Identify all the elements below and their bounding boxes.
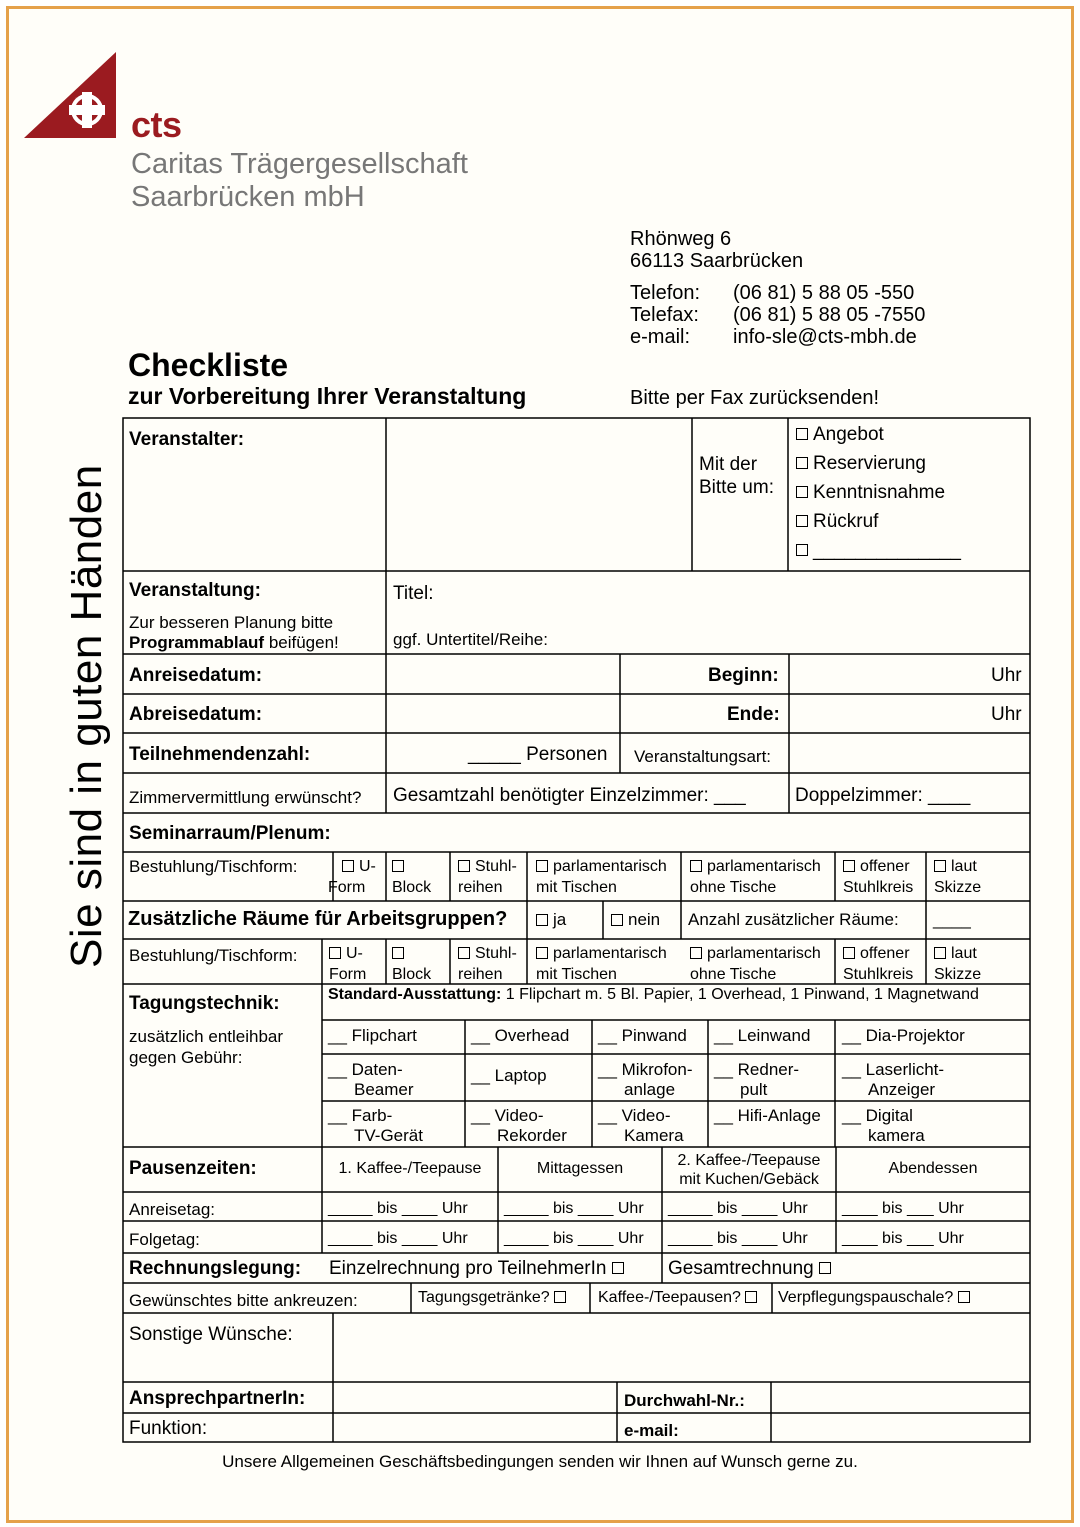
tick-wanted-label: Gewünschtes bitte ankreuzen: — [129, 1291, 358, 1310]
organizer-label: Veranstalter: — [129, 429, 245, 450]
rent-label-2: gegen Gebühr: — [129, 1048, 243, 1067]
seating-option-0-line2: Form — [329, 966, 367, 983]
brand-name: cts — [131, 104, 182, 145]
seating-label: Bestuhlung/Tischform: — [129, 857, 298, 876]
single-rooms-field[interactable]: Gesamtzahl benötigter Einzelzimmer: ___ — [393, 785, 746, 806]
seating-option-2-line2: reihen — [458, 966, 503, 983]
seating-option-4-line2: ohne Tische — [690, 879, 777, 896]
equipment-option-9[interactable]: __ Laserlicht- — [842, 1060, 945, 1079]
time-slot-0-0[interactable]: _____ bis ____ Uhr — [328, 1200, 468, 1217]
request-option-4[interactable]: ______________ — [796, 541, 961, 561]
event-label: Veranstaltung: — [129, 580, 261, 601]
seating-option-6-line2: Skizze — [934, 879, 982, 896]
seating-option-3[interactable]: parlamentarisch — [536, 857, 667, 877]
footer-note: Unsere Allgemeinen Geschäftsbedingungen senden wir Ihnen auf Wunsch gerne zu. — [222, 1452, 858, 1471]
equipment-option-12[interactable]: __ Video- — [598, 1106, 671, 1125]
equipment-option-14-line2: kamera — [868, 1126, 925, 1145]
extra-rooms-yes[interactable]: ja — [536, 910, 566, 930]
standard-equipment: Standard-Ausstattung: 1 Flipchart m. 5 Bl. Papier, 1 Overhead, 1 Pinwand, 1 Magnetwand — [328, 986, 979, 1003]
time-slot-0-1[interactable]: _____ bis ____ Uhr — [504, 1200, 644, 1217]
equipment-option-14[interactable]: __ Digital — [842, 1106, 913, 1125]
seating-option-4-line2: ohne Tische — [690, 966, 777, 983]
end-uhr: Uhr — [991, 704, 1022, 725]
seating-option-1-line2: Block — [392, 966, 432, 983]
page-subtitle: zur Vorbereitung Ihrer Veranstaltung — [128, 383, 527, 409]
persons-field[interactable]: _____ Personen — [468, 744, 608, 765]
equipment-option-8-line2: pult — [740, 1080, 768, 1099]
equipment-option-5-line2: Beamer — [354, 1080, 414, 1099]
event-hint-2: Programmablauf beifügen! — [129, 633, 339, 652]
breaks-label: Pausenzeiten: — [129, 1158, 257, 1179]
extra-rooms-label: Zusätzliche Räume für Arbeitsgruppen? — [128, 908, 508, 930]
seating-option-3-line2: mit Tischen — [536, 966, 617, 983]
seating-option-6[interactable]: laut — [934, 857, 977, 877]
break-col-2: 2. Kaffee-/Teepause — [677, 1152, 821, 1169]
extra-rooms-count-field[interactable]: ____ — [933, 910, 971, 929]
subtitle-field-label: ggf. Untertitel/Reihe: — [393, 630, 548, 649]
time-slot-0-3[interactable]: ____ bis ___ Uhr — [842, 1200, 964, 1217]
email-address: info-sle@cts-mbh.de — [733, 326, 917, 348]
equipment-option-11-line2: Rekorder — [497, 1126, 567, 1145]
coffee-breaks-option[interactable]: Kaffee-/Teepausen? — [598, 1288, 762, 1308]
address-street: Rhönweg 6 — [630, 228, 732, 250]
billing-total-option[interactable]: Gesamtrechnung — [668, 1259, 836, 1279]
seating-option-5-line2: Stuhlkreis — [843, 879, 914, 896]
end-label: Ende: — [727, 704, 780, 725]
seating-option-3-line2: mit Tischen — [536, 879, 617, 896]
drinks-option[interactable]: Tagungsgetränke? — [418, 1288, 571, 1308]
request-option-2[interactable]: Kenntnisnahme — [796, 483, 945, 503]
fax-note: Bitte per Fax zurücksenden! — [630, 387, 880, 409]
equipment-option-0[interactable]: __ Flipchart — [328, 1026, 417, 1045]
equipment-option-1[interactable]: __ Overhead — [471, 1026, 570, 1045]
other-wishes-label: Sonstige Wünsche: — [129, 1324, 293, 1345]
email-label: e-mail: — [630, 326, 691, 348]
phone-label: Telefon: — [630, 282, 701, 304]
equipment-option-3[interactable]: __ Leinwand — [714, 1026, 811, 1045]
catering-option[interactable]: Verpflegungspauschale? — [778, 1288, 975, 1308]
title-field-label: Titel: — [393, 583, 434, 604]
time-slot-0-2[interactable]: _____ bis ____ Uhr — [668, 1200, 808, 1217]
function-label: Funktion: — [129, 1418, 208, 1439]
event-type-label: Veranstaltungsart: — [634, 747, 772, 766]
fax-label: Telefax: — [630, 304, 699, 326]
seating-option-1-line2: Block — [392, 879, 432, 896]
break-col-1: Mittagessen — [536, 1160, 624, 1177]
extension-label: Durchwahl-Nr.: — [624, 1391, 745, 1410]
equipment-option-9-line2: Anzeiger — [868, 1080, 936, 1099]
equipment-option-13[interactable]: __ Hifi-Anlage — [714, 1106, 821, 1125]
equipment-option-7[interactable]: __ Mikrofon- — [598, 1060, 693, 1079]
request-label-1: Mit der — [699, 454, 758, 475]
page-title: Checkliste — [128, 347, 289, 383]
equipment-option-2[interactable]: __ Pinwand — [598, 1026, 687, 1045]
seating-option-2[interactable]: Stuhl- — [458, 944, 517, 964]
address-city: 66113 Saarbrücken — [630, 250, 804, 272]
rent-label-1: zusätzlich entleihbar — [129, 1027, 284, 1046]
side-slogan: Sie sind in guten Händen — [62, 464, 111, 968]
tech-label: Tagungstechnik: — [129, 993, 280, 1014]
participants-label: Teilnehmendenzahl: — [129, 744, 311, 765]
seating-option-1[interactable] — [392, 944, 409, 964]
break-col-0: 1. Kaffee-/Teepause — [338, 1160, 482, 1177]
seating-option-5-line2: Stuhlkreis — [843, 966, 914, 983]
equipment-option-12-line2: Kamera — [624, 1126, 684, 1145]
seminar-room-label: Seminarraum/Plenum: — [129, 823, 331, 844]
equipment-option-7-line2: anlage — [624, 1080, 676, 1099]
billing-label: Rechnungslegung: — [129, 1258, 302, 1279]
seating-option-0[interactable]: U- — [342, 857, 376, 877]
request-option-1[interactable]: Reservierung — [796, 454, 926, 474]
request-option-0[interactable]: Angebot — [796, 425, 884, 445]
time-slot-1-3[interactable]: ____ bis ___ Uhr — [842, 1230, 964, 1247]
equipment-option-10-line2: TV-Gerät — [354, 1126, 423, 1145]
seating-option-5[interactable]: offener — [843, 857, 910, 877]
contact-email-label: e-mail: — [624, 1421, 679, 1440]
contact-label: AnsprechpartnerIn: — [129, 1388, 306, 1409]
seating-option-1[interactable] — [392, 857, 409, 877]
request-label-2: Bitte um: — [699, 477, 774, 498]
time-slot-1-1[interactable]: _____ bis ____ Uhr — [504, 1230, 644, 1247]
rooms-wanted-label: Zimmervermittlung erwünscht? — [129, 788, 362, 807]
seating-option-0[interactable]: U- — [329, 944, 363, 964]
equipment-option-11[interactable]: __ Video- — [471, 1106, 544, 1125]
seating-option-4[interactable]: parlamentarisch — [690, 944, 821, 964]
org-name-line2: Saarbrücken mbH — [131, 181, 365, 213]
extra-rooms-no[interactable]: nein — [611, 910, 660, 930]
seating-option-4[interactable]: parlamentarisch — [690, 857, 821, 877]
double-rooms-field[interactable]: Doppelzimmer: ____ — [795, 785, 971, 806]
seating-option-6[interactable]: laut — [934, 944, 977, 964]
org-name-line1: Caritas Trägergesellschaft — [131, 148, 468, 180]
fax-number: (06 81) 5 88 05 -7550 — [733, 304, 926, 326]
seating-option-5[interactable]: offener — [843, 944, 910, 964]
arrival-label: Anreisedatum: — [129, 665, 263, 686]
time-slot-1-0[interactable]: _____ bis ____ Uhr — [328, 1230, 468, 1247]
equipment-option-10[interactable]: __ Farb- — [328, 1106, 393, 1125]
time-slot-1-2[interactable]: _____ bis ____ Uhr — [668, 1230, 808, 1247]
start-uhr: Uhr — [991, 665, 1022, 686]
event-hint-1: Zur besseren Planung bitte — [129, 613, 334, 632]
break-col-2-line2: mit Kuchen/Gebäck — [679, 1171, 819, 1188]
equipment-option-4[interactable]: __ Dia-Projektor — [842, 1026, 965, 1045]
seating-option-0-line2: Form — [328, 879, 366, 896]
equipment-option-5[interactable]: __ Daten- — [328, 1060, 403, 1079]
seating-option-2-line2: reihen — [458, 879, 503, 896]
arrival-day-label: Anreisetag: — [129, 1200, 215, 1219]
billing-single-option[interactable]: Einzelrechnung pro TeilnehmerIn — [329, 1259, 629, 1279]
request-option-3[interactable]: Rückruf — [796, 512, 878, 532]
equipment-option-6[interactable]: __ Laptop — [471, 1066, 547, 1085]
equipment-option-8[interactable]: __ Redner- — [714, 1060, 800, 1079]
seating-option-3[interactable]: parlamentarisch — [536, 944, 667, 964]
extra-rooms-count-label: Anzahl zusätzlicher Räume: — [688, 910, 899, 929]
seating-label-2: Bestuhlung/Tischform: — [129, 946, 298, 965]
phone-number: (06 81) 5 88 05 -550 — [733, 282, 915, 304]
seating-option-2[interactable]: Stuhl- — [458, 857, 517, 877]
start-label: Beginn: — [708, 665, 779, 686]
break-col-3: Abendessen — [888, 1160, 978, 1177]
next-day-label: Folgetag: — [129, 1230, 200, 1249]
departure-label: Abreisedatum: — [129, 704, 263, 725]
seating-option-6-line2: Skizze — [934, 966, 982, 983]
